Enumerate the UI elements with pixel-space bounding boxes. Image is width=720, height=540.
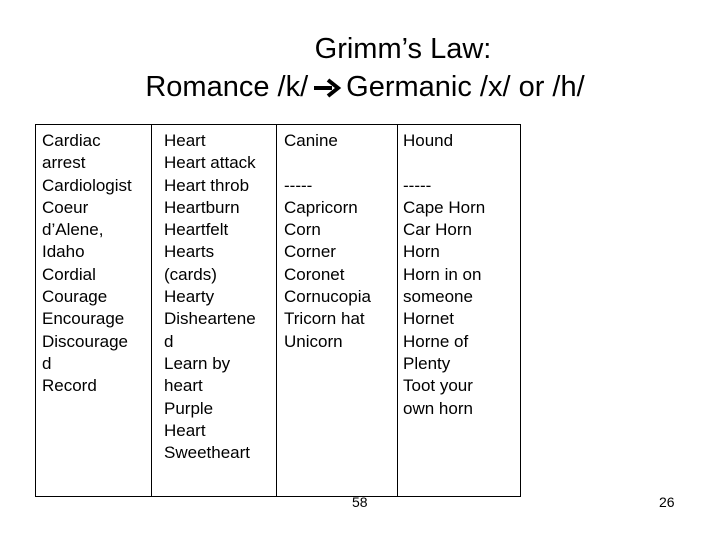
romance-horn-column — [284, 130, 371, 353]
table-cell: Cordial — [42, 264, 96, 284]
table-cell: Hornet — [403, 309, 455, 329]
table-cell: Hound — [403, 131, 454, 150]
title-germanic: Germanic /x/ or /h/ — [346, 71, 585, 103]
germanic-horn-column — [403, 130, 485, 420]
table-cell: Sweetheart — [164, 443, 250, 463]
table-cell: Unicorn — [284, 331, 343, 351]
table-cell: Heart attack — [164, 153, 256, 173]
table-cell: Cardiologist — [42, 175, 132, 195]
table-cell: Tricorn hat — [284, 309, 365, 329]
table-cell: Horn — [403, 242, 440, 262]
table-cell: Car Horn — [403, 220, 472, 240]
right-arrow-icon — [312, 77, 342, 99]
table-cell: Learn by heart — [164, 353, 231, 396]
table-cell: ----- — [284, 175, 313, 195]
column-divider — [276, 125, 277, 496]
title-line-1: Grimm’s Law: — [314, 33, 492, 65]
table-cell: Toot your own horn — [403, 376, 473, 418]
table-cell: Hearts (cards) — [164, 242, 217, 284]
table-cell: Cardiac arrest — [42, 131, 101, 173]
page-number-center: 58 — [352, 494, 368, 510]
title-romance: Romance /k/ — [145, 71, 309, 103]
table-cell: Disheartene d — [164, 309, 256, 351]
table-cell: Cape Horn — [403, 197, 486, 217]
column-divider — [151, 125, 152, 496]
table-cell: Corn — [284, 220, 321, 240]
table-cell: Horn in on someone — [403, 264, 482, 307]
romance-heart-column — [42, 130, 132, 398]
table-cell: Heartfelt — [164, 220, 229, 240]
table-cell: Coronet — [284, 264, 345, 284]
cognate-table — [35, 124, 521, 497]
table-cell: Heart — [164, 131, 206, 150]
table-cell: Discourage d — [42, 331, 128, 373]
table-cell: Courage — [42, 287, 108, 307]
table-cell: Horne of Plenty — [403, 331, 469, 373]
page-number-right: 26 — [659, 494, 675, 510]
table-cell: Cornucopia — [284, 287, 371, 307]
table-cell: Capricorn — [284, 197, 358, 217]
table-cell: Record — [42, 376, 97, 396]
germanic-heart-column — [164, 130, 256, 464]
table-cell: Hearty — [164, 287, 215, 307]
table-cell: Canine — [284, 131, 338, 150]
table-cell — [284, 152, 371, 174]
table-cell: Heart throb — [164, 175, 250, 195]
table-cell: Heartburn — [164, 197, 240, 217]
table-cell — [403, 152, 485, 174]
table-cell: Encourage — [42, 309, 125, 329]
table-cell: ----- — [403, 175, 432, 195]
table-cell: Coeur d’Alene, Idaho — [42, 197, 104, 262]
column-divider — [397, 125, 398, 496]
table-cell: Purple Heart — [164, 398, 214, 440]
slide-title — [0, 30, 720, 106]
table-cell: Corner — [284, 242, 336, 262]
title-line-2 — [0, 68, 720, 106]
